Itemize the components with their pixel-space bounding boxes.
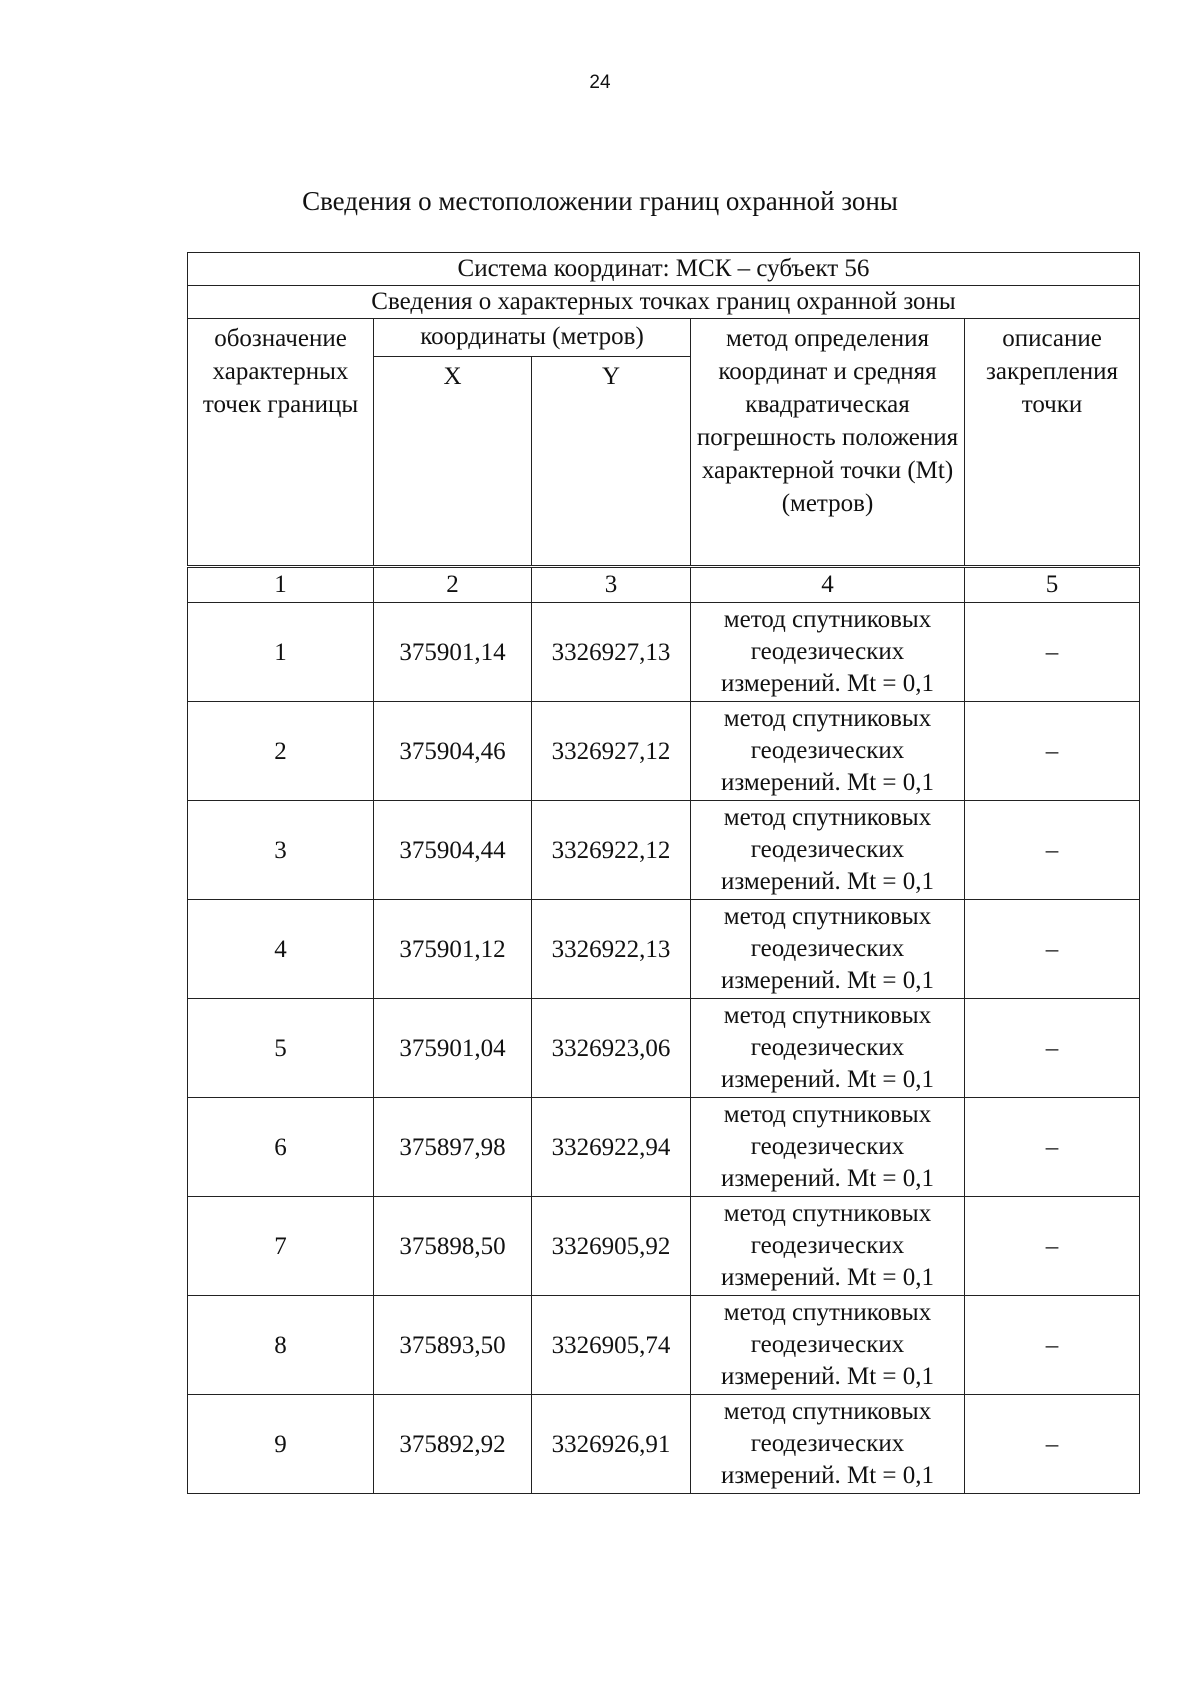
column-number-cell: 2: [374, 567, 532, 603]
column-number-cell: 5: [965, 567, 1140, 603]
y-coordinate-cell: 3326905,92: [532, 1197, 691, 1296]
point-cell: 3: [188, 801, 374, 900]
x-coordinate-cell: 375898,50: [374, 1197, 532, 1296]
point-cell: 5: [188, 999, 374, 1098]
table-row: [188, 603, 1140, 702]
point-cell: 7: [188, 1197, 374, 1296]
x-coordinate-cell: 375904,44: [374, 801, 532, 900]
description-cell: –: [965, 603, 1140, 702]
table-row: [188, 1395, 1140, 1494]
description-cell: –: [965, 1395, 1140, 1494]
x-coordinate-cell: 375892,92: [374, 1395, 532, 1494]
table-body: [188, 253, 1140, 1494]
method-cell: метод спутниковых геодезических измерений. Mt = 0,1: [691, 900, 965, 999]
method-cell: метод спутниковых геодезических измерений. Mt = 0,1: [691, 702, 965, 801]
x-coordinate-cell: 375893,50: [374, 1296, 532, 1395]
y-coordinate-cell: 3326922,12: [532, 801, 691, 900]
x-coordinate-cell: 375901,12: [374, 900, 532, 999]
y-coordinate-cell: 3326927,12: [532, 702, 691, 801]
description-cell: –: [965, 999, 1140, 1098]
table-row: [188, 900, 1140, 999]
header-coordinates: координаты (метров): [374, 319, 691, 357]
method-cell: метод спутниковых геодезических измерений. Mt = 0,1: [691, 603, 965, 702]
coord-system-row: [188, 253, 1140, 286]
y-coordinate-cell: 3326905,74: [532, 1296, 691, 1395]
page-number: 24: [589, 72, 611, 93]
boundary-points-table: [187, 252, 1140, 1494]
table-row: [188, 1296, 1140, 1395]
point-cell: 1: [188, 603, 374, 702]
point-cell: 8: [188, 1296, 374, 1395]
description-cell: –: [965, 1296, 1140, 1395]
header-method: метод определения координат и средняя квадратическая погрешность положения характерной точки (Mt) (метров): [691, 319, 965, 567]
table-row: [188, 1197, 1140, 1296]
x-coordinate-cell: 375904,46: [374, 702, 532, 801]
table-row: [188, 801, 1140, 900]
x-coordinate-cell: 375901,14: [374, 603, 532, 702]
method-cell: метод спутниковых геодезических измерений. Mt = 0,1: [691, 1098, 965, 1197]
table-row: [188, 1098, 1140, 1197]
method-cell: метод спутниковых геодезических измерений. Mt = 0,1: [691, 999, 965, 1098]
header-y: Y: [532, 357, 691, 567]
page-title: Сведения о местоположении границ охранной зоны: [302, 186, 898, 216]
header-x: X: [374, 357, 532, 567]
description-cell: –: [965, 1197, 1140, 1296]
column-number-row: [188, 567, 1140, 603]
y-coordinate-cell: 3326927,13: [532, 603, 691, 702]
coord-system-cell: Система координат: МСК – субъект 56: [188, 253, 1140, 286]
y-coordinate-cell: 3326923,06: [532, 999, 691, 1098]
method-cell: метод спутниковых геодезических измерений. Mt = 0,1: [691, 1197, 965, 1296]
section-caption-cell: Сведения о характерных точках границ охранной зоны: [188, 286, 1140, 319]
point-cell: 6: [188, 1098, 374, 1197]
description-cell: –: [965, 801, 1140, 900]
column-number-cell: 4: [691, 567, 965, 603]
point-cell: 2: [188, 702, 374, 801]
description-cell: –: [965, 1098, 1140, 1197]
x-coordinate-cell: 375901,04: [374, 999, 532, 1098]
description-cell: –: [965, 702, 1140, 801]
header-row: [188, 319, 1140, 357]
table-row: [188, 702, 1140, 801]
header-designation: обозначение характерных точек границы: [188, 319, 374, 567]
column-number-cell: 3: [532, 567, 691, 603]
point-cell: 4: [188, 900, 374, 999]
table-row: [188, 999, 1140, 1098]
point-cell: 9: [188, 1395, 374, 1494]
column-number-cell: 1: [188, 567, 374, 603]
header-description: описание закрепления точки: [965, 319, 1140, 567]
description-cell: –: [965, 900, 1140, 999]
x-coordinate-cell: 375897,98: [374, 1098, 532, 1197]
y-coordinate-cell: 3326922,94: [532, 1098, 691, 1197]
method-cell: метод спутниковых геодезических измерений. Mt = 0,1: [691, 1296, 965, 1395]
method-cell: метод спутниковых геодезических измерений. Mt = 0,1: [691, 801, 965, 900]
y-coordinate-cell: 3326922,13: [532, 900, 691, 999]
method-cell: метод спутниковых геодезических измерений. Mt = 0,1: [691, 1395, 965, 1494]
section-caption-row: [188, 286, 1140, 319]
y-coordinate-cell: 3326926,91: [532, 1395, 691, 1494]
